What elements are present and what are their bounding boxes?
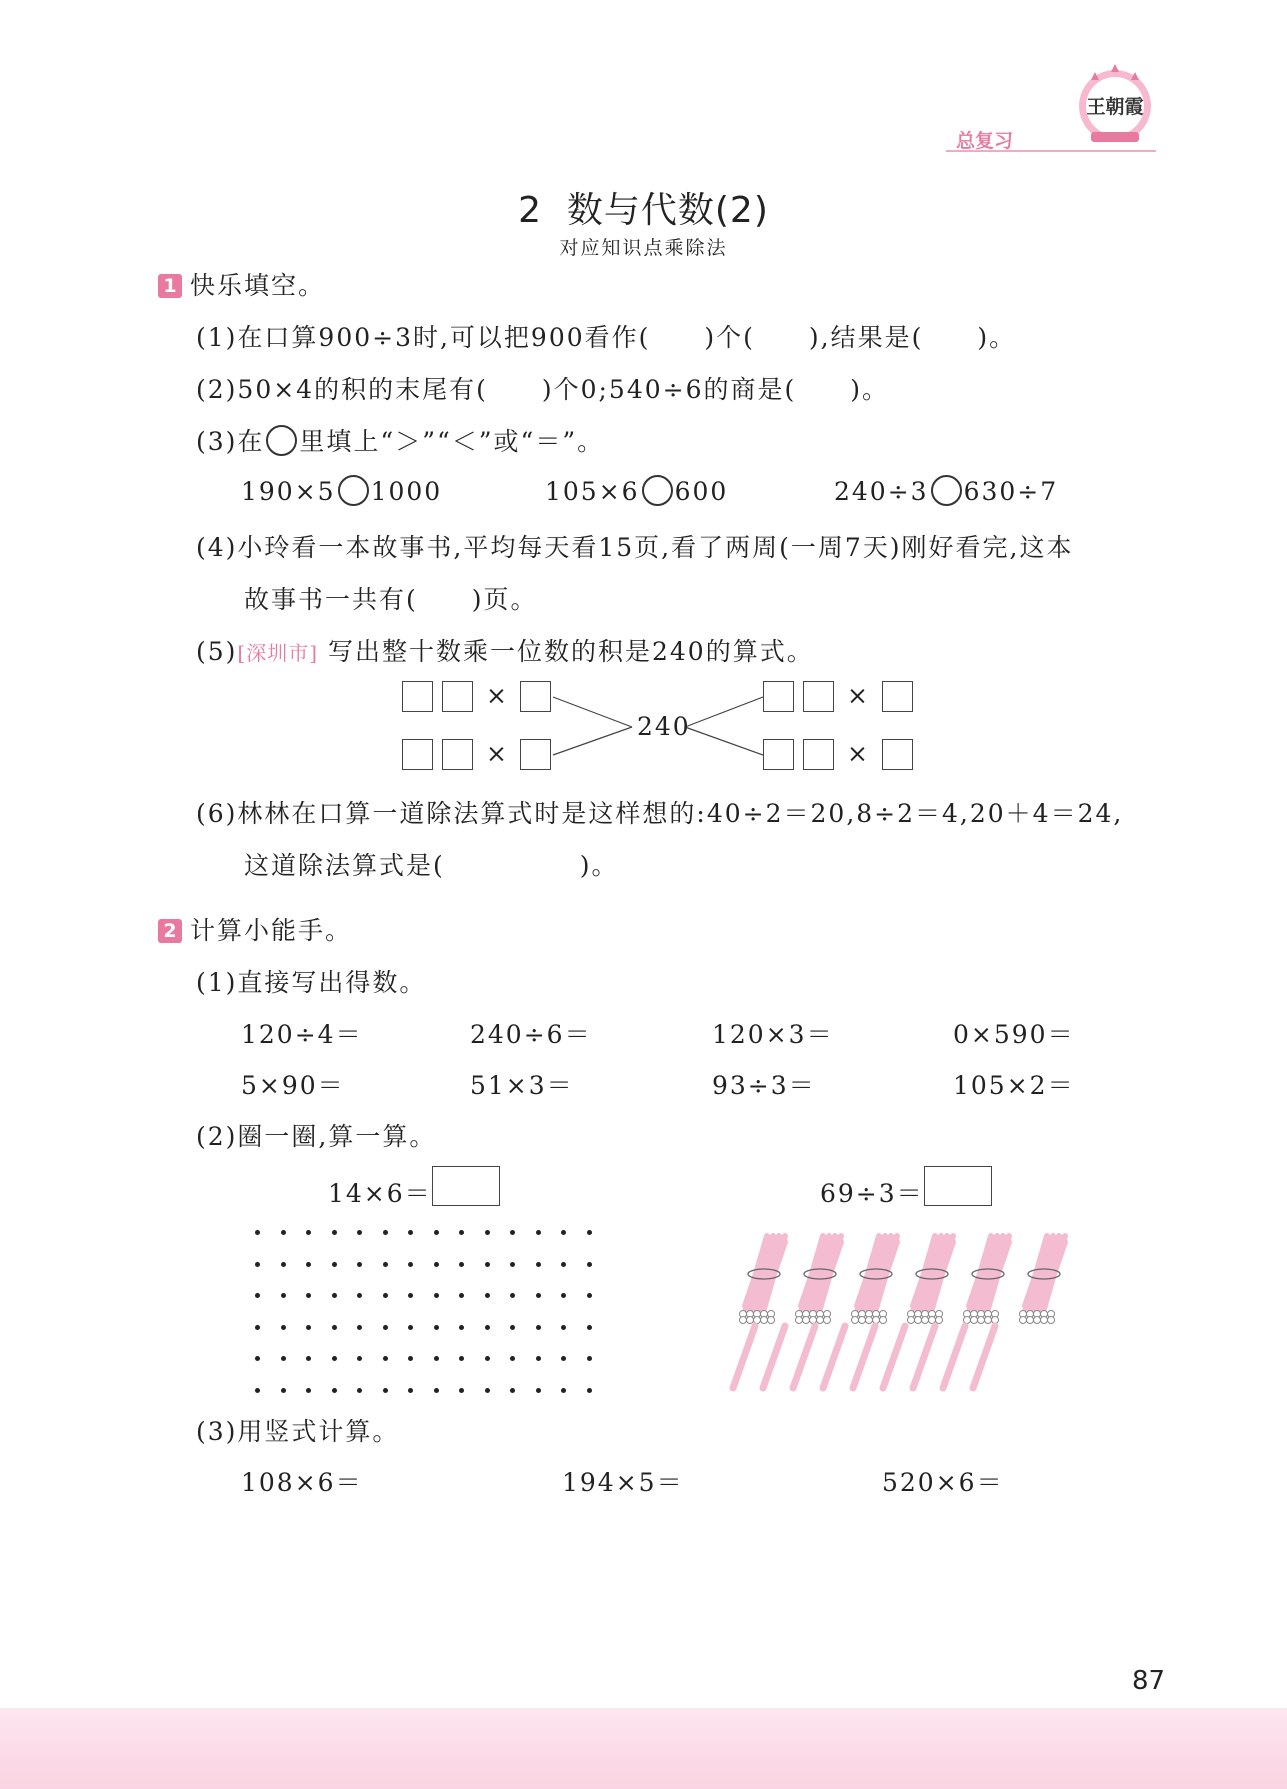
grid-dot bbox=[281, 1388, 286, 1393]
grid-dot bbox=[306, 1388, 311, 1393]
answer-box[interactable] bbox=[402, 739, 433, 770]
answer-box[interactable] bbox=[882, 681, 913, 712]
q1-title: 快乐填空。 bbox=[190, 271, 326, 300]
grid-dot bbox=[510, 1356, 515, 1361]
single-stick bbox=[913, 1326, 935, 1388]
answer-box[interactable] bbox=[442, 681, 473, 712]
section-label: 总复习 bbox=[956, 130, 1014, 152]
answer-box[interactable] bbox=[803, 681, 834, 712]
grid-dot bbox=[408, 1230, 413, 1235]
expr-left: 14×6＝ bbox=[328, 1179, 432, 1208]
expr-right: 69÷3＝ bbox=[820, 1179, 924, 1208]
grid-dot bbox=[485, 1230, 490, 1235]
grid-dot bbox=[485, 1262, 490, 1267]
grid-dot bbox=[459, 1356, 464, 1361]
grid-dot bbox=[383, 1230, 388, 1235]
grid-dot bbox=[281, 1293, 286, 1298]
calc-item: 120×3＝ bbox=[712, 1020, 834, 1049]
compare-right: 1000 bbox=[370, 477, 443, 506]
grid-dot bbox=[306, 1293, 311, 1298]
sticks-bundles-icon bbox=[725, 1228, 1085, 1398]
stick-bundle bbox=[1020, 1236, 1066, 1324]
grid-dot bbox=[332, 1293, 337, 1298]
grid-dot bbox=[459, 1230, 464, 1235]
compare-left: 190×5 bbox=[241, 477, 336, 506]
logo-text: 王朝霞 bbox=[1086, 96, 1144, 118]
single-stick bbox=[883, 1326, 905, 1388]
grid-dot bbox=[255, 1262, 260, 1267]
grid-dot bbox=[536, 1356, 541, 1361]
answer-box[interactable] bbox=[803, 739, 834, 770]
grid-dot bbox=[485, 1356, 490, 1361]
grid-dot bbox=[383, 1293, 388, 1298]
answer-box-right[interactable] bbox=[924, 1166, 992, 1206]
q2-p1: (1)直接写出得数。 bbox=[196, 968, 427, 997]
grid-dot bbox=[510, 1262, 515, 1267]
answer-box[interactable] bbox=[520, 681, 551, 712]
grid-dot bbox=[459, 1293, 464, 1298]
diagram-lines-icon bbox=[0, 0, 1287, 800]
grid-dot bbox=[434, 1230, 439, 1235]
times-sign: × bbox=[486, 681, 509, 710]
single-stick bbox=[823, 1326, 845, 1388]
grid-dot bbox=[408, 1356, 413, 1361]
q1-number: 1 bbox=[158, 274, 182, 298]
single-stick bbox=[793, 1326, 815, 1388]
grid-dot bbox=[561, 1325, 566, 1330]
grid-dot bbox=[383, 1388, 388, 1393]
grid-dot bbox=[332, 1388, 337, 1393]
grid-dot bbox=[459, 1325, 464, 1330]
grid-dot bbox=[510, 1293, 515, 1298]
vertical-calc-item: 520×6＝ bbox=[882, 1468, 1004, 1497]
grid-dot bbox=[281, 1325, 286, 1330]
vertical-calc-item: 108×6＝ bbox=[241, 1468, 363, 1497]
grid-dot bbox=[434, 1388, 439, 1393]
calc-item: 51×3＝ bbox=[470, 1071, 574, 1100]
grid-dot bbox=[357, 1293, 362, 1298]
answer-box[interactable] bbox=[882, 739, 913, 770]
grid-dot bbox=[332, 1262, 337, 1267]
stick-bundle bbox=[908, 1236, 954, 1324]
stick-bundle bbox=[796, 1236, 842, 1324]
q2-p3: (3)用竖式计算。 bbox=[196, 1417, 400, 1446]
grid-dot bbox=[587, 1325, 592, 1330]
q1-p3-suffix: 里填上“＞”“＜”或“＝”。 bbox=[299, 427, 605, 456]
grid-dot bbox=[383, 1325, 388, 1330]
single-stick bbox=[853, 1326, 875, 1388]
q2-title: 计算小能手。 bbox=[190, 916, 353, 945]
grid-dot bbox=[255, 1230, 260, 1235]
grid-dot bbox=[561, 1356, 566, 1361]
grid-dot bbox=[536, 1293, 541, 1298]
grid-dot bbox=[485, 1293, 490, 1298]
grid-dot bbox=[306, 1230, 311, 1235]
grid-dot bbox=[434, 1356, 439, 1361]
grid-dot bbox=[255, 1356, 260, 1361]
grid-dot bbox=[281, 1356, 286, 1361]
vertical-calc-item: 194×5＝ bbox=[562, 1468, 684, 1497]
answer-box[interactable] bbox=[520, 739, 551, 770]
grid-dot bbox=[587, 1293, 592, 1298]
grid-dot bbox=[281, 1230, 286, 1235]
answer-box-left[interactable] bbox=[432, 1166, 500, 1206]
grid-dot bbox=[357, 1325, 362, 1330]
grid-dot bbox=[587, 1230, 592, 1235]
times-sign: × bbox=[847, 681, 870, 710]
grid-dot bbox=[587, 1356, 592, 1361]
grid-dot bbox=[255, 1388, 260, 1393]
grid-dot bbox=[383, 1356, 388, 1361]
grid-dot bbox=[281, 1262, 286, 1267]
grid-dot bbox=[383, 1262, 388, 1267]
grid-dot bbox=[408, 1293, 413, 1298]
page-title: 2 数与代数(2) bbox=[518, 190, 769, 231]
calc-item: 120÷4＝ bbox=[241, 1020, 363, 1049]
grid-dot bbox=[357, 1230, 362, 1235]
grid-dot bbox=[536, 1230, 541, 1235]
calc-item: 93÷3＝ bbox=[712, 1071, 816, 1100]
compare-left: 105×6 bbox=[545, 477, 640, 506]
page-subtitle: 对应知识点乘除法 bbox=[559, 237, 728, 259]
grid-dot bbox=[510, 1325, 515, 1330]
grid-dot bbox=[408, 1325, 413, 1330]
grid-dot bbox=[357, 1262, 362, 1267]
q1-p5-text: 写出整十数乘一位数的积是240的算式。 bbox=[327, 637, 814, 666]
answer-box[interactable] bbox=[763, 739, 794, 770]
grid-dot bbox=[332, 1325, 337, 1330]
single-stick bbox=[943, 1326, 965, 1388]
grid-dot bbox=[485, 1325, 490, 1330]
q2-number: 2 bbox=[158, 919, 182, 943]
grid-dot bbox=[306, 1356, 311, 1361]
q1-p3-prefix: (3)在 bbox=[196, 427, 265, 456]
q1-p4-line2: 故事书一共有( )页。 bbox=[244, 585, 538, 614]
calc-item: 5×90＝ bbox=[241, 1071, 345, 1100]
calc-item: 0×590＝ bbox=[953, 1020, 1075, 1049]
grid-dot bbox=[306, 1262, 311, 1267]
calc-item: 240÷6＝ bbox=[470, 1020, 592, 1049]
grid-dot bbox=[255, 1325, 260, 1330]
grid-dot bbox=[510, 1388, 515, 1393]
region-tag: [深圳市] bbox=[237, 641, 319, 665]
q1-p5-prefix: (5) bbox=[196, 637, 238, 666]
grid-dot bbox=[561, 1293, 566, 1298]
grid-dot bbox=[332, 1356, 337, 1361]
grid-dot bbox=[536, 1388, 541, 1393]
grid-dot bbox=[408, 1388, 413, 1393]
grid-dot bbox=[434, 1262, 439, 1267]
grid-dot bbox=[587, 1388, 592, 1393]
grid-dot bbox=[332, 1230, 337, 1235]
answer-box[interactable] bbox=[763, 681, 794, 712]
grid-dot bbox=[434, 1325, 439, 1330]
grid-dot bbox=[255, 1293, 260, 1298]
times-sign: × bbox=[847, 739, 870, 768]
q1-p4-line1: (4)小玲看一本故事书,平均每天看15页,看了两周(一周7天)刚好看完,这本 bbox=[196, 533, 1074, 562]
grid-dot bbox=[536, 1325, 541, 1330]
single-stick bbox=[733, 1326, 755, 1388]
grid-dot bbox=[357, 1356, 362, 1361]
q1-p1: (1)在口算900÷3时,可以把900看作( )个( ),结果是( )。 bbox=[196, 323, 1017, 352]
grid-dot bbox=[357, 1388, 362, 1393]
compare-left: 240÷3 bbox=[834, 477, 929, 506]
answer-box[interactable] bbox=[402, 681, 433, 712]
q1-p6-line2: 这道除法算式是( )。 bbox=[244, 851, 619, 880]
stick-bundle bbox=[964, 1236, 1010, 1324]
bottom-band bbox=[0, 1708, 1287, 1789]
grid-dot bbox=[485, 1388, 490, 1393]
compare-right: 630÷7 bbox=[963, 477, 1059, 506]
grid-dot bbox=[306, 1325, 311, 1330]
grid-dot bbox=[561, 1230, 566, 1235]
grid-dot bbox=[561, 1388, 566, 1393]
page-number: 87 bbox=[1132, 1666, 1166, 1696]
grid-dot bbox=[510, 1230, 515, 1235]
single-stick bbox=[973, 1326, 995, 1388]
times-sign: × bbox=[486, 739, 509, 768]
grid-dot bbox=[587, 1262, 592, 1267]
q2-p2: (2)圈一圈,算一算。 bbox=[196, 1122, 437, 1151]
q1-p2: (2)50×4的积的末尾有( )个0;540÷6的商是( )。 bbox=[196, 375, 889, 404]
stick-bundle bbox=[740, 1236, 786, 1324]
grid-dot bbox=[536, 1262, 541, 1267]
grid-dot bbox=[408, 1262, 413, 1267]
grid-dot bbox=[434, 1293, 439, 1298]
grid-dot bbox=[459, 1262, 464, 1267]
calc-item: 105×2＝ bbox=[953, 1071, 1075, 1100]
single-stick bbox=[763, 1326, 785, 1388]
compare-right: 600 bbox=[674, 477, 729, 506]
diagram-center-number: 240 bbox=[637, 712, 691, 741]
grid-dot bbox=[459, 1388, 464, 1393]
grid-dot bbox=[561, 1262, 566, 1267]
q1-p6-line1: (6)林林在口算一道除法算式时是这样想的:40÷2＝20,8÷2＝4,20＋4＝24, bbox=[196, 799, 1124, 828]
answer-box[interactable] bbox=[442, 739, 473, 770]
stick-bundle bbox=[852, 1236, 898, 1324]
q2-heading bbox=[158, 911, 352, 947]
